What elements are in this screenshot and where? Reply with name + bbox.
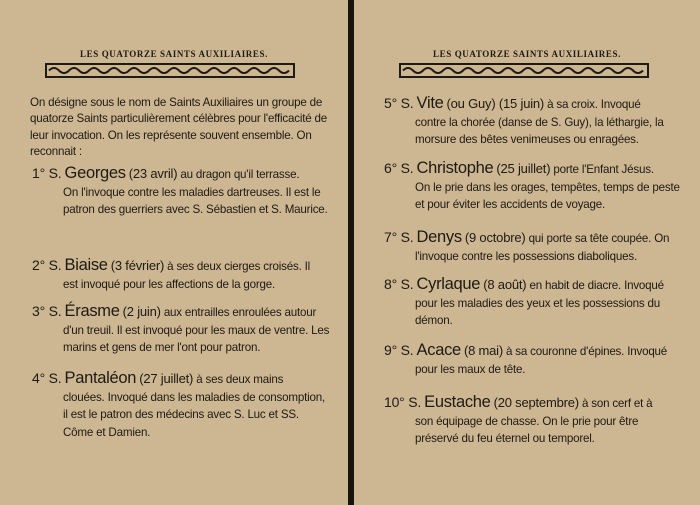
left-ornament-border	[45, 63, 295, 78]
saint-name: Denys	[416, 228, 462, 246]
saint-entry-6	[384, 160, 684, 214]
entry-first-line: aux entrailles enroulées autour	[163, 306, 317, 319]
entry-number: 6° S.	[384, 160, 414, 176]
saint-name: Vite	[416, 94, 444, 112]
saint-entry-4	[32, 370, 332, 441]
entry-number: 8° S.	[384, 276, 414, 292]
feast-date: (20 septembre)	[493, 395, 579, 410]
saint-entry-7	[384, 229, 684, 265]
saint-entry-2	[32, 257, 332, 293]
entry-description: pour les maladies des yeux et les possessions du démon.	[415, 296, 660, 327]
entry-description: l'invoque contre les possessions diaboliques.	[415, 249, 638, 263]
entry-number: 3° S.	[32, 303, 62, 319]
entry-number: 1° S.	[32, 165, 62, 181]
saint-name: Biaise	[64, 256, 108, 274]
entry-description: clouées. Invoqué dans les maladies de consomption, il est le patron des médecins avec S. Luc et SS. Côme et Damien.	[63, 390, 325, 439]
feast-date: (27 juillet)	[139, 371, 194, 386]
feast-date: (ou Guy) (15 juin)	[446, 96, 545, 111]
feast-date: (8 mai)	[463, 343, 503, 358]
saint-entry-5	[384, 95, 684, 149]
feast-date: (3 février)	[110, 258, 165, 273]
entry-first-line: au dragon qu'il terrasse.	[180, 168, 300, 181]
saint-name: Christophe	[416, 159, 494, 177]
entry-first-line: à sa croix. Invoqué	[547, 98, 641, 111]
entry-number: 9° S.	[384, 342, 414, 358]
saint-name: Acace	[416, 341, 461, 359]
ornament-vine-icon	[399, 63, 649, 78]
entry-first-line: qui porte sa tête coupée. On	[528, 232, 670, 245]
left-running-head: LES QUATORZE SAINTS AUXILIAIRES.	[80, 49, 268, 59]
right-running-head: LES QUATORZE SAINTS AUXILIAIRES.	[433, 49, 621, 59]
entry-description: d'un treuil. Il est invoqué pour les maux de ventre. Les marins et gens de mer l'ont pour patron.	[63, 323, 330, 354]
entry-description: pour les maux de tête.	[415, 362, 526, 376]
entry-number: 4° S.	[32, 370, 62, 386]
right-ornament-border	[399, 63, 649, 78]
entry-first-line: à ses deux mains	[196, 373, 284, 386]
saint-entry-9	[384, 342, 684, 378]
feast-date: (23 avril)	[128, 166, 178, 181]
entry-description: contre la chorée (danse de S. Guy), la léthargie, la morsure des bêtes venimeuses ou enragées.	[415, 115, 664, 146]
entry-description: son équipage de chasse. On le prie pour être préservé du feu éternel ou temporel.	[415, 414, 639, 445]
saint-name: Pantaléon	[64, 369, 137, 387]
entry-number: 2° S.	[32, 257, 62, 273]
saint-name: Érasme	[64, 302, 120, 320]
entry-first-line: à son cerf et à	[581, 397, 653, 410]
saint-entry-1	[32, 165, 332, 219]
saint-entry-10	[384, 394, 684, 448]
feast-date: (8 août)	[483, 277, 527, 292]
entry-first-line: porte l'Enfant Jésus.	[553, 163, 654, 176]
saint-name: Georges	[64, 164, 126, 182]
saint-entry-8	[384, 276, 684, 330]
feast-date: (2 juin)	[122, 304, 161, 319]
entry-number: 7° S.	[384, 229, 414, 245]
feast-date: (25 juillet)	[496, 161, 551, 176]
intro-paragraph: On désigne sous le nom de Saints Auxiliaires un groupe de quatorze Saints particulièrement célèbres pour l'efficacité de leur invocation. On les représente souvent ensemble. On reconnait :	[30, 96, 328, 159]
entry-number: 5° S.	[384, 95, 414, 111]
entry-description: On l'invoque contre les maladies dartreuses. Il est le patron des guerriers avec S. Sébastien et S. Maurice.	[63, 185, 328, 216]
saint-name: Eustache	[424, 393, 491, 411]
ornament-vine-icon	[45, 63, 295, 78]
entry-first-line: en habit de diacre. Invoqué	[529, 279, 664, 292]
saint-entry-3	[32, 303, 332, 357]
saint-name: Cyrlaque	[416, 275, 481, 293]
entry-description: est invoqué pour les affections de la gorge.	[63, 277, 276, 291]
entry-first-line: à ses deux cierges croisés. Il	[167, 260, 311, 273]
feast-date: (9 octobre)	[464, 230, 526, 245]
entry-first-line: à sa couronne d'épines. Invoqué	[506, 345, 668, 358]
entry-description: On le prie dans les orages, tempêtes, temps de peste et pour éviter les accidents de voyage.	[415, 180, 680, 211]
entry-number: 10° S.	[384, 394, 422, 410]
